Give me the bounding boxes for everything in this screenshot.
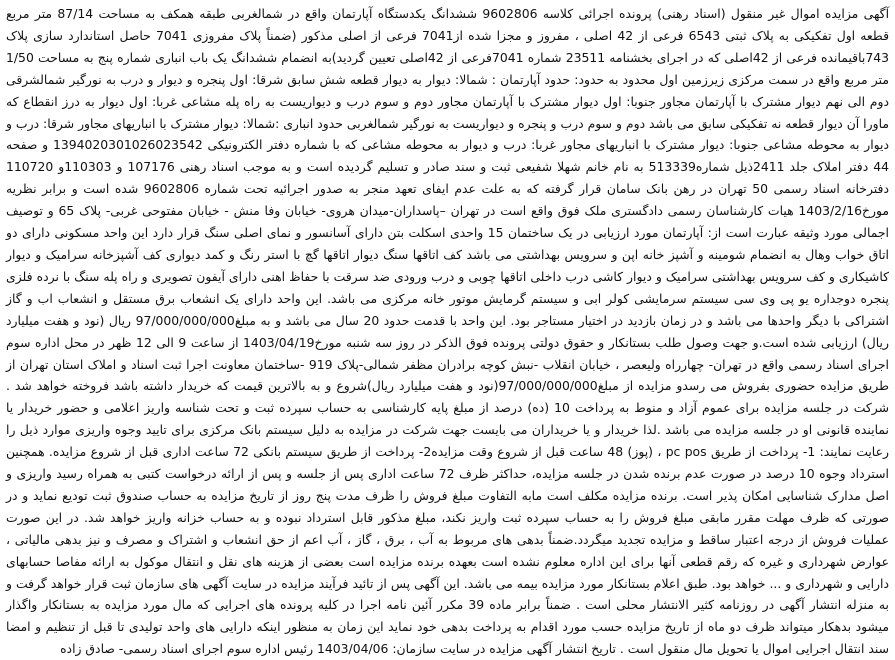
auction-notice-text: آگهی مزایده اموال غیر منقول (اسناد رهنی) پرونده اجرائی کلاسه 9602806 ششدانگ یکدستگاه آپارتمان واقع در شمالغربی طبقه همکف به مساحت 87/14 متر مربع قطعه اول تفکیکی به پلاک ثبتی 6543 فرعی از 42 اصلی ، مفروز و مجزا شده از7041 فرعی از اصلی مذکور (ضمناً پلاک مفروزی 7041 حاصل استاندارد سازی پلاک 743باقیمانده فرعی از 42اصلی که در اجرای بخشنامه 23511 شماره 7041فرعی از 42اصلی تعیین گردید)به انضمام ششدانگ یک باب انباری شماره پنج به مساحت 1/50 متر مربع واقع در سمت مرکزی زیرزمین اول محدود به حدود: حدود آپارتمان : شمالا: دیوار به دیوار قطعه شش سابق شرقا: اول پنجره و دیوار و درب به نورگیر شمالشرقی دوم الی نهم دیوار مشترک با آپارتمان مجاور جنوبا: اول دیوار مشترک با آپارتمان مجاور دوم و سوم درب و دیواریست به راه پله مشاعی غربا: اول دیوار به درز انقطاع که ماورا آن دیوار قطعه نه تفکیکی سابق می باشد دوم و سوم درب و پنجره و دیواریست به نورگیر شمالغربی حدود انباری :شمالا: دیوار مشترک با انباریهای مجاور شرقا: درب و دیوار به محوطه مشاعی جنوبا: دیوار مشترک با انباریهای مجاور غربا: درب و دیوار به محوطه مشاعی که با شماره دفتر الکترونیکی 1394020301026023542 و صفحه 44 دفتر املاک جلد 2411ذیل شماره513339 به نام خانم شهلا شفیعی ثبت و سند صادر و تسلیم گردیده است و به موجب اسناد رهنی 107176 و 110303و 110720 دفترخانه اسناد رسمی 50 تهران در رهن بانک سامان قرار گرفته که به علت عدم ایفای تعهد منجر به صدور اجرائیه تحت شماره 9602806 شده است و برابر نظریه مورخ1403/2/16 هیات کارشناسان رسمی دادگستری ملک فوق واقع است در تهران –پاسداران-میدان هروی- خیابان وفا منش - خیابان مفتوحی غربی- پلاک 65 و توصیف اجمالی مورد وثیقه عبارت است از: آپارتمان مورد ارزیابی در یک ساختمان 15 واحدی اسکلت بتن دارای آسانسور و نمای اصلی سنگ قرار دارد این واحد مسکونی دارای دو اتاق خواب وهال به انضمام شومینه و آشپز خانه اپن و سرویس بهداشتی می باشد کف اتاقها سنگ دیوار اتاقها گچ با استر رنگ و کمد دیواری کف آشپزخانه سرامیک و دیوار کاشیکاری و کف سرویس بهداشتی سرامیک و دیوار کاشی درب داخلی اتاقها چوبی و درب ورودی ضد سرقت با حفاظ اهنی دارای آیفون تصویری و راه پله سنگ با نرده فلزی پنجره دوجداره یو پی وی سی سیستم سرمایشی کولر ابی و سیستم گرمایش موتور خانه مرکزی می باشد. این واحد دارای یک انشعاب برق مستقل و انشعاب اب و گاز اشتراکی با دیگر واحدها می باشد و در زمان بازدید در اختیار مستاجر بود. این واحد با قدمت حدود 20 سال می باشد و به مبلغ97/000/000/000 ریال (نود و هفت میلیارد ریال) ارزیابی شده است.و جهت وصول طلب بستانکار و حقوق دولتی پرونده فوق الذکر در روز سه شنبه مورخ1403/04/19 از ساعت 9 الی 12 ظهر در محل اداره سوم اجرای اسناد رسمی واقع در تهران- چهارراه ولیعصر ، خیابان انقلاب -نبش کوچه برادران مظفر شمالی-پلاک 919 -ساختمان معاونت اجرا ثبت اسناد و املاک استان تهران از طریق مزایده حضوری بفروش می رسدو مزایده از مبلغ97/000/000/000(نود و هفت میلیارد ریال)شروع و به بالاترین قیمت که خریدار داشته باشد فروخته خواهد شد . شرکت در جلسه مزایده برای عموم آزاد و منوط به پرداخت 10 (ده) درصد از مبلغ پایه کارشناسی به حساب سپرده ثبت و تحت شناسه واریز اعلامی و حضور خریدار یا نماینده قانونی او در جلسه مزایده می باشد .لذا خریدار و یا خریداران می بایست جهت شرکت در مزایده به دلیل سیستم بانک مرکزی برای تایید وجوه واریزی موارد ذیل را رعایت نمایند: 1- پرداخت از طریق pc pos ، (پوز) 48 ساعت قبل از شروع وقت مزایده2- پرداخت از طریق سیستم بانکی 72 ساعت اداری قبل از شروع مزایده. همچنین استرداد وجوه 10 درصد در صورت عدم برنده شدن در جلسه مزایده، حداکثر ظرف 72 ساعت اداری پس از جلسه و پس از ارائه درخواست کتبی به همراه رسید واریزی و اصل مدارک شناسایی امکان پذیر است. برنده مزایده مکلف است مابه التفاوت مبلغ فروش را ظرف مدت پنج روز از تاریخ مزایده به حساب صندوق ثبت تودیع نماید و در صورتی که ظرف مهلت مقرر مابقی مبلغ فروش را به حساب سپرده ثبت واریز نکند، مبلغ مذکور قابل استرداد نبوده و به حساب خزانه واریز خواهد شد. در این صورت عملیات فروش از درجه اعتبار ساقط و مزایده تجدید میگردد.ضمناً بدهی های مربوط به آب ، برق ، گاز ، آب اعم از حق انشعاب و اشتراک و مصرف و نیز بدهی مالیاتی ، عوارض شهرداری و غیره که رقم قطعی آنها برای این اداره معلوم نشده است بعهده برنده مزایده است بعضی از هزینه های نقل و انتقال موکول به ارائه مفاصا حسابهای دارایی و شهرداری و ... خواهد بود. طبق اعلام بستانکار مورد مزایده بیمه می باشد. این آگهی پس از تائید فرآیند مزایده در سایت آگهی های سازمان ثبت قرار خواهد گرفت و به منزله انتشار آگهی در روزنامه کثیر الانتشار محلی است . ضمناً برابر ماده 39 مکرر آئین نامه اجرا در کلیه پرونده های اجرایی که مال مورد مزایده به بستانکار واگذار میشود بدهکار میتواند ظرف دو ماه از تاریخ مزایده حسب مورد اقدام به پرداخت بدهی خود نماید این زمان به منظور اینکه دارایی های واحد تولیدی تا قبل از تنظیم و امضا سند انتقال اجرایی اموال یا تحویل مال منقول است . تاریخ انتشار آگهی مزایده در سایت سازمان: 1403/04/06 رئیس اداره سوم اجرای اسناد رسمی- صادق زاده [6,6,890,657]
